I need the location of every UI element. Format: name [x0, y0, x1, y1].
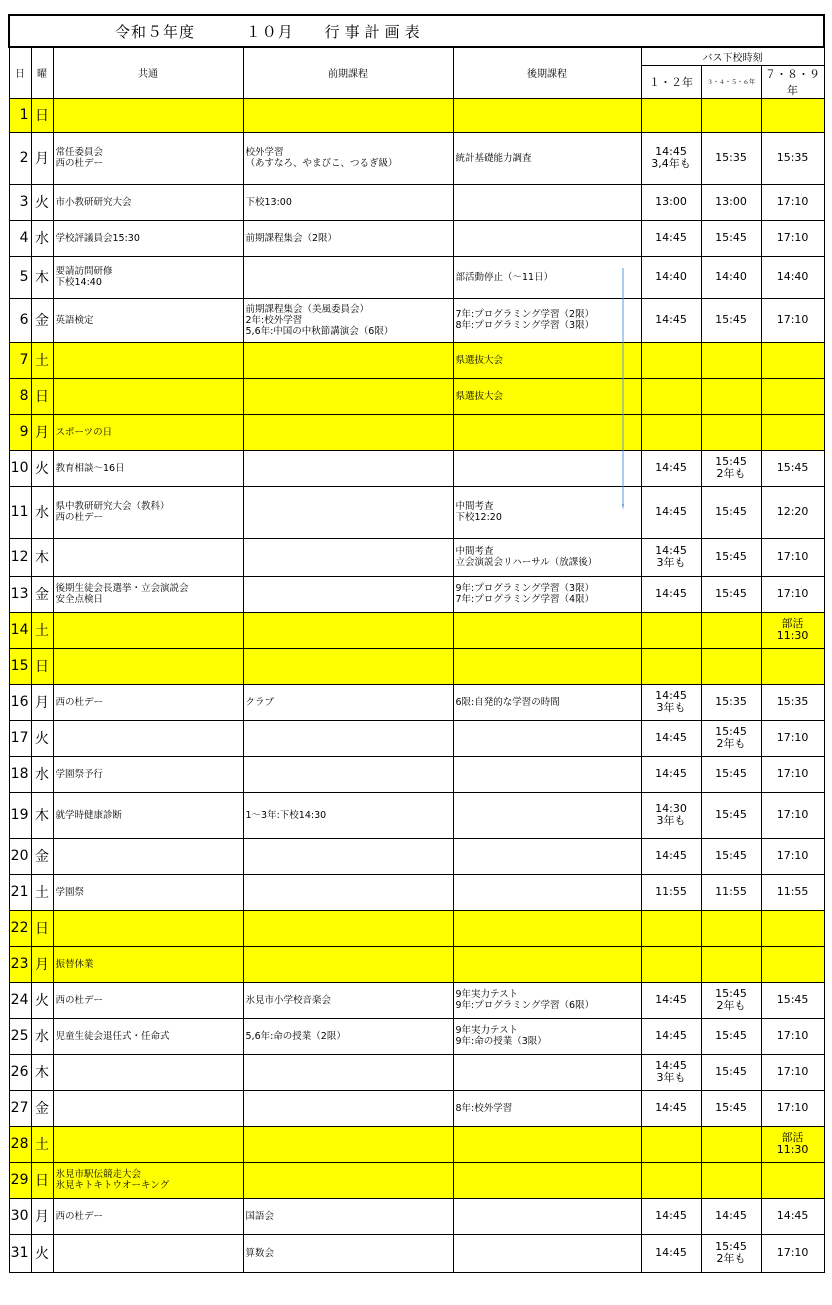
- bus-g3456-cell: 15:45 2年も: [701, 1234, 761, 1272]
- header-second-course: 後期課程: [453, 47, 641, 98]
- bus-g789-cell: 17:10: [761, 1090, 824, 1126]
- continuation-arrow: [622, 268, 624, 510]
- schedule-row: [9, 1090, 824, 1126]
- title-label: 行事計画表: [324, 22, 425, 41]
- weekday-cell: 金: [31, 1090, 53, 1126]
- common-cell: [53, 1090, 243, 1126]
- first-course-cell: 下校13:00: [243, 184, 453, 220]
- second-course-cell: [453, 98, 641, 132]
- schedule-row: [9, 184, 824, 220]
- day-cell: 14: [9, 612, 31, 648]
- bus-g789-cell: 15:45: [761, 982, 824, 1018]
- title-row: [9, 15, 824, 47]
- common-cell: 振替休業: [53, 946, 243, 982]
- bus-g789-cell: 14:40: [761, 256, 824, 298]
- schedule-row: [9, 720, 824, 756]
- bus-g3456-cell: 15:35: [701, 132, 761, 184]
- common-cell: [53, 1234, 243, 1272]
- bus-g3456-cell: 13:00: [701, 184, 761, 220]
- first-course-cell: [243, 450, 453, 486]
- weekday-cell: 日: [31, 648, 53, 684]
- day-cell: 9: [9, 414, 31, 450]
- bus-g3456-cell: 15:45: [701, 486, 761, 538]
- weekday-cell: 日: [31, 378, 53, 414]
- day-cell: 8: [9, 378, 31, 414]
- bus-g12-cell: 14:45 3,4年も: [641, 132, 701, 184]
- bus-g789-cell: [761, 648, 824, 684]
- bus-g3456-cell: 15:45: [701, 838, 761, 874]
- bus-g3456-cell: [701, 414, 761, 450]
- common-cell: [53, 342, 243, 378]
- weekday-cell: 水: [31, 220, 53, 256]
- bus-g12-cell: 14:45 3年も: [641, 1054, 701, 1090]
- bus-g12-cell: 14:45: [641, 756, 701, 792]
- bus-g3456-cell: 15:45: [701, 298, 761, 342]
- bus-g3456-cell: 15:45: [701, 220, 761, 256]
- bus-g12-cell: 14:30 3年も: [641, 792, 701, 838]
- day-cell: 6: [9, 298, 31, 342]
- bus-g789-cell: 17:10: [761, 1054, 824, 1090]
- day-cell: 27: [9, 1090, 31, 1126]
- bus-g12-cell: [641, 342, 701, 378]
- weekday-cell: 日: [31, 98, 53, 132]
- weekday-cell: 金: [31, 576, 53, 612]
- first-course-cell: [243, 756, 453, 792]
- bus-g789-cell: 17:10: [761, 220, 824, 256]
- second-course-cell: 統計基礎能力調査: [453, 132, 641, 184]
- bus-g12-cell: 11:55: [641, 874, 701, 910]
- first-course-cell: [243, 874, 453, 910]
- bus-g789-cell: 17:10: [761, 576, 824, 612]
- schedule-row: [9, 486, 824, 538]
- first-course-cell: [243, 1126, 453, 1162]
- common-cell: [53, 1126, 243, 1162]
- day-cell: 7: [9, 342, 31, 378]
- schedule-row: [9, 132, 824, 184]
- bus-g789-cell: [761, 98, 824, 132]
- second-course-cell: [453, 184, 641, 220]
- schedule-row: [9, 982, 824, 1018]
- day-cell: 31: [9, 1234, 31, 1272]
- second-course-cell: [453, 1234, 641, 1272]
- weekday-cell: 水: [31, 486, 53, 538]
- second-course-cell: [453, 1198, 641, 1234]
- bus-g789-cell: 17:10: [761, 538, 824, 576]
- weekday-cell: 木: [31, 792, 53, 838]
- schedule-row: [9, 838, 824, 874]
- schedule-row: [9, 1126, 824, 1162]
- weekday-cell: 火: [31, 184, 53, 220]
- day-cell: 20: [9, 838, 31, 874]
- common-cell: [53, 98, 243, 132]
- second-course-cell: [453, 874, 641, 910]
- weekday-cell: 火: [31, 720, 53, 756]
- bus-g3456-cell: 15:45: [701, 756, 761, 792]
- schedule-table: [8, 14, 825, 1273]
- first-course-cell: [243, 720, 453, 756]
- schedule-row: [9, 684, 824, 720]
- bus-g789-cell: 15:35: [761, 684, 824, 720]
- common-cell: 教育相談～16日: [53, 450, 243, 486]
- bus-g12-cell: [641, 414, 701, 450]
- second-course-cell: 中間考査 下校12:20: [453, 486, 641, 538]
- day-cell: 4: [9, 220, 31, 256]
- common-cell: 児童生徒会退任式・任命式: [53, 1018, 243, 1054]
- first-course-cell: [243, 256, 453, 298]
- schedule-row: [9, 756, 824, 792]
- second-course-cell: [453, 910, 641, 946]
- bus-g3456-cell: 15:45: [701, 1090, 761, 1126]
- bus-g12-cell: 14:45: [641, 838, 701, 874]
- page-title: [10, 23, 425, 41]
- bus-g789-cell: 15:35: [761, 132, 824, 184]
- bus-g12-cell: 14:45 3年も: [641, 684, 701, 720]
- bus-g12-cell: 14:45: [641, 576, 701, 612]
- first-course-cell: [243, 612, 453, 648]
- day-cell: 29: [9, 1162, 31, 1198]
- schedule-row: [9, 612, 824, 648]
- bus-g3456-cell: 14:45: [701, 1198, 761, 1234]
- common-cell: 氷見市駅伝競走大会 氷見キトキトウオーキング: [53, 1162, 243, 1198]
- common-cell: 後期生徒会長選挙・立会演説会 安全点検日: [53, 576, 243, 612]
- schedule-row: [9, 1198, 824, 1234]
- bus-g3456-cell: [701, 378, 761, 414]
- bus-g3456-cell: 15:35: [701, 684, 761, 720]
- weekday-cell: 日: [31, 1162, 53, 1198]
- schedule-row: [9, 1018, 824, 1054]
- second-course-cell: 9年実力テスト 9年:命の授業（3限）: [453, 1018, 641, 1054]
- bus-g3456-cell: 15:45 2年も: [701, 450, 761, 486]
- schedule-row: [9, 648, 824, 684]
- first-course-cell: [243, 486, 453, 538]
- first-course-cell: 氷見市小学校音楽会: [243, 982, 453, 1018]
- bus-g789-cell: 17:10: [761, 792, 824, 838]
- first-course-cell: [243, 1090, 453, 1126]
- title-era: 令和５年度: [115, 22, 196, 41]
- bus-g12-cell: [641, 648, 701, 684]
- common-cell: [53, 838, 243, 874]
- bus-g3456-cell: 14:40: [701, 256, 761, 298]
- bus-g12-cell: 14:45: [641, 486, 701, 538]
- weekday-cell: 水: [31, 1018, 53, 1054]
- bus-g12-cell: 14:45: [641, 1234, 701, 1272]
- bus-g789-cell: 17:10: [761, 298, 824, 342]
- bus-g789-cell: [761, 910, 824, 946]
- common-cell: [53, 538, 243, 576]
- bus-g789-cell: 17:10: [761, 1234, 824, 1272]
- second-course-cell: [453, 838, 641, 874]
- day-cell: 30: [9, 1198, 31, 1234]
- common-cell: 学園祭: [53, 874, 243, 910]
- bus-g789-cell: [761, 1162, 824, 1198]
- schedule-row: [9, 910, 824, 946]
- bus-g3456-cell: [701, 910, 761, 946]
- weekday-cell: 金: [31, 298, 53, 342]
- day-cell: 10: [9, 450, 31, 486]
- first-course-cell: [243, 838, 453, 874]
- header-common: 共通: [53, 47, 243, 98]
- second-course-cell: [453, 756, 641, 792]
- bus-g789-cell: 部活 11:30: [761, 612, 824, 648]
- weekday-cell: 木: [31, 538, 53, 576]
- schedule-row: [9, 874, 824, 910]
- bus-g789-cell: 17:10: [761, 756, 824, 792]
- first-course-cell: クラブ: [243, 684, 453, 720]
- bus-g12-cell: 14:45: [641, 720, 701, 756]
- bus-g12-cell: [641, 378, 701, 414]
- common-cell: 英語検定: [53, 298, 243, 342]
- bus-g789-cell: [761, 946, 824, 982]
- bus-g12-cell: 14:45: [641, 1090, 701, 1126]
- bus-g12-cell: 14:45 3年も: [641, 538, 701, 576]
- bus-g12-cell: [641, 1162, 701, 1198]
- schedule-row: [9, 1234, 824, 1272]
- bus-g3456-cell: 15:45: [701, 1054, 761, 1090]
- schedule-row: [9, 792, 824, 838]
- schedule-row: [9, 946, 824, 982]
- bus-g3456-cell: 15:45 2年も: [701, 982, 761, 1018]
- bus-g12-cell: [641, 98, 701, 132]
- day-cell: 28: [9, 1126, 31, 1162]
- weekday-cell: 月: [31, 684, 53, 720]
- common-cell: [53, 1054, 243, 1090]
- second-course-cell: [453, 1054, 641, 1090]
- weekday-cell: 土: [31, 874, 53, 910]
- common-cell: 市小教研研究大会: [53, 184, 243, 220]
- second-course-cell: 7年:プログラミング学習（2限） 8年:プログラミング学習（3限）: [453, 298, 641, 342]
- weekday-cell: 月: [31, 946, 53, 982]
- schedule-row: [9, 1054, 824, 1090]
- first-course-cell: 5,6年:命の授業（2限）: [243, 1018, 453, 1054]
- first-course-cell: [243, 1054, 453, 1090]
- first-course-cell: [243, 946, 453, 982]
- second-course-cell: [453, 1126, 641, 1162]
- bus-g12-cell: 13:00: [641, 184, 701, 220]
- day-cell: 19: [9, 792, 31, 838]
- second-course-cell: [453, 612, 641, 648]
- first-course-cell: 国語会: [243, 1198, 453, 1234]
- weekday-cell: 土: [31, 1126, 53, 1162]
- common-cell: 要請訪問研修 下校14:40: [53, 256, 243, 298]
- day-cell: 17: [9, 720, 31, 756]
- weekday-cell: 火: [31, 982, 53, 1018]
- schedule-row: [9, 220, 824, 256]
- bus-g789-cell: 17:10: [761, 720, 824, 756]
- bus-g12-cell: 14:45: [641, 220, 701, 256]
- first-course-cell: [243, 538, 453, 576]
- header-bus-g3456: ３・４・５・６年: [701, 65, 761, 98]
- bus-g789-cell: 17:10: [761, 184, 824, 220]
- first-course-cell: [243, 910, 453, 946]
- bus-g3456-cell: [701, 612, 761, 648]
- schedule-row: [9, 538, 824, 576]
- common-cell: [53, 648, 243, 684]
- first-course-cell: 1～3年:下校14:30: [243, 792, 453, 838]
- common-cell: 西の杜デー: [53, 1198, 243, 1234]
- first-course-cell: [243, 414, 453, 450]
- weekday-cell: 月: [31, 132, 53, 184]
- bus-g789-cell: [761, 342, 824, 378]
- day-cell: 24: [9, 982, 31, 1018]
- bus-g12-cell: [641, 946, 701, 982]
- bus-g3456-cell: [701, 342, 761, 378]
- schedule-row: [9, 450, 824, 486]
- common-cell: 就学時健康診断: [53, 792, 243, 838]
- header-bus-g789: ７・８・９年: [761, 65, 824, 98]
- day-cell: 13: [9, 576, 31, 612]
- bus-g789-cell: 部活 11:30: [761, 1126, 824, 1162]
- common-cell: 学園祭予行: [53, 756, 243, 792]
- bus-g12-cell: 14:45: [641, 298, 701, 342]
- header-bus-g12: １・２年: [641, 65, 701, 98]
- second-course-cell: [453, 720, 641, 756]
- bus-g3456-cell: 15:45: [701, 538, 761, 576]
- bus-g789-cell: 17:10: [761, 1018, 824, 1054]
- schedule-row: [9, 576, 824, 612]
- weekday-cell: 金: [31, 838, 53, 874]
- bus-g789-cell: 12:20: [761, 486, 824, 538]
- day-cell: 15: [9, 648, 31, 684]
- common-cell: [53, 910, 243, 946]
- bus-g3456-cell: 15:45: [701, 576, 761, 612]
- bus-g12-cell: 14:40: [641, 256, 701, 298]
- common-cell: [53, 720, 243, 756]
- first-course-cell: 前期課程集会（2限）: [243, 220, 453, 256]
- first-course-cell: [243, 98, 453, 132]
- second-course-cell: [453, 1162, 641, 1198]
- common-cell: 常任委員会 西の杜デー: [53, 132, 243, 184]
- bus-g12-cell: 14:45: [641, 1198, 701, 1234]
- bus-g789-cell: [761, 378, 824, 414]
- schedule-row: [9, 256, 824, 298]
- day-cell: 23: [9, 946, 31, 982]
- header-day: 日: [9, 47, 31, 98]
- day-cell: 2: [9, 132, 31, 184]
- bus-g789-cell: 15:45: [761, 450, 824, 486]
- second-course-cell: [453, 648, 641, 684]
- first-course-cell: [243, 1162, 453, 1198]
- common-cell: 西の杜デー: [53, 684, 243, 720]
- weekday-cell: 木: [31, 256, 53, 298]
- second-course-cell: [453, 450, 641, 486]
- title-month: １０月: [245, 22, 294, 41]
- second-course-cell: 9年実力テスト 9年:プログラミング学習（6限）: [453, 982, 641, 1018]
- second-course-cell: 8年:校外学習: [453, 1090, 641, 1126]
- common-cell: [53, 612, 243, 648]
- bus-g3456-cell: 15:45 2年も: [701, 720, 761, 756]
- bus-g3456-cell: [701, 98, 761, 132]
- bus-g3456-cell: [701, 1126, 761, 1162]
- day-cell: 1: [9, 98, 31, 132]
- schedule-row: [9, 342, 824, 378]
- schedule-row: [9, 378, 824, 414]
- day-cell: 3: [9, 184, 31, 220]
- first-course-cell: 前期課程集会（美風委員会） 2年:校外学習 5,6年:中国の中秋節講演会（6限）: [243, 298, 453, 342]
- day-cell: 16: [9, 684, 31, 720]
- weekday-cell: 月: [31, 1198, 53, 1234]
- day-cell: 22: [9, 910, 31, 946]
- bus-g12-cell: [641, 1126, 701, 1162]
- header-first-course: 前期課程: [243, 47, 453, 98]
- day-cell: 21: [9, 874, 31, 910]
- schedule-sheet: [8, 14, 823, 1273]
- weekday-cell: 土: [31, 612, 53, 648]
- second-course-cell: 中間考査 立会演説会リハーサル（放課後）: [453, 538, 641, 576]
- weekday-cell: 日: [31, 910, 53, 946]
- second-course-cell: [453, 414, 641, 450]
- bus-g789-cell: 14:45: [761, 1198, 824, 1234]
- first-course-cell: [243, 576, 453, 612]
- first-course-cell: [243, 648, 453, 684]
- day-cell: 5: [9, 256, 31, 298]
- bus-g3456-cell: 15:45: [701, 1018, 761, 1054]
- day-cell: 25: [9, 1018, 31, 1054]
- weekday-cell: 土: [31, 342, 53, 378]
- second-course-cell: 県選抜大会: [453, 378, 641, 414]
- weekday-cell: 火: [31, 450, 53, 486]
- first-course-cell: 校外学習 （あすなろ、やまびこ、つるぎ級）: [243, 132, 453, 184]
- weekday-cell: 木: [31, 1054, 53, 1090]
- bus-g789-cell: 11:55: [761, 874, 824, 910]
- second-course-cell: 6限:自発的な学習の時間: [453, 684, 641, 720]
- day-cell: 18: [9, 756, 31, 792]
- second-course-cell: 9年:プログラミング学習（3限） 7年:プログラミング学習（4限）: [453, 576, 641, 612]
- first-course-cell: 算数会: [243, 1234, 453, 1272]
- bus-g3456-cell: 11:55: [701, 874, 761, 910]
- day-cell: 26: [9, 1054, 31, 1090]
- schedule-row: [9, 414, 824, 450]
- first-course-cell: [243, 342, 453, 378]
- second-course-cell: [453, 946, 641, 982]
- weekday-cell: 月: [31, 414, 53, 450]
- common-cell: 西の杜デー: [53, 982, 243, 1018]
- second-course-cell: 部活動停止（～11日）: [453, 256, 641, 298]
- bus-g3456-cell: [701, 1162, 761, 1198]
- bus-g12-cell: 14:45: [641, 1018, 701, 1054]
- bus-g3456-cell: 15:45: [701, 792, 761, 838]
- second-course-cell: [453, 220, 641, 256]
- schedule-row: [9, 298, 824, 342]
- first-course-cell: [243, 378, 453, 414]
- bus-g12-cell: [641, 612, 701, 648]
- common-cell: スポーツの日: [53, 414, 243, 450]
- weekday-cell: 火: [31, 1234, 53, 1272]
- bus-g789-cell: 17:10: [761, 838, 824, 874]
- bus-g789-cell: [761, 414, 824, 450]
- bus-g12-cell: 14:45: [641, 982, 701, 1018]
- schedule-row: [9, 98, 824, 132]
- day-cell: 11: [9, 486, 31, 538]
- second-course-cell: [453, 792, 641, 838]
- common-cell: [53, 378, 243, 414]
- weekday-cell: 水: [31, 756, 53, 792]
- bus-g12-cell: 14:45: [641, 450, 701, 486]
- common-cell: 県中教研研究大会（教科） 西の杜デー: [53, 486, 243, 538]
- common-cell: 学校評議員会15:30: [53, 220, 243, 256]
- day-cell: 12: [9, 538, 31, 576]
- header-weekday: 曜: [31, 47, 53, 98]
- bus-g3456-cell: [701, 648, 761, 684]
- second-course-cell: 県選抜大会: [453, 342, 641, 378]
- bus-g12-cell: [641, 910, 701, 946]
- bus-g3456-cell: [701, 946, 761, 982]
- header-bus: バス下校時刻: [641, 47, 824, 65]
- schedule-row: [9, 1162, 824, 1198]
